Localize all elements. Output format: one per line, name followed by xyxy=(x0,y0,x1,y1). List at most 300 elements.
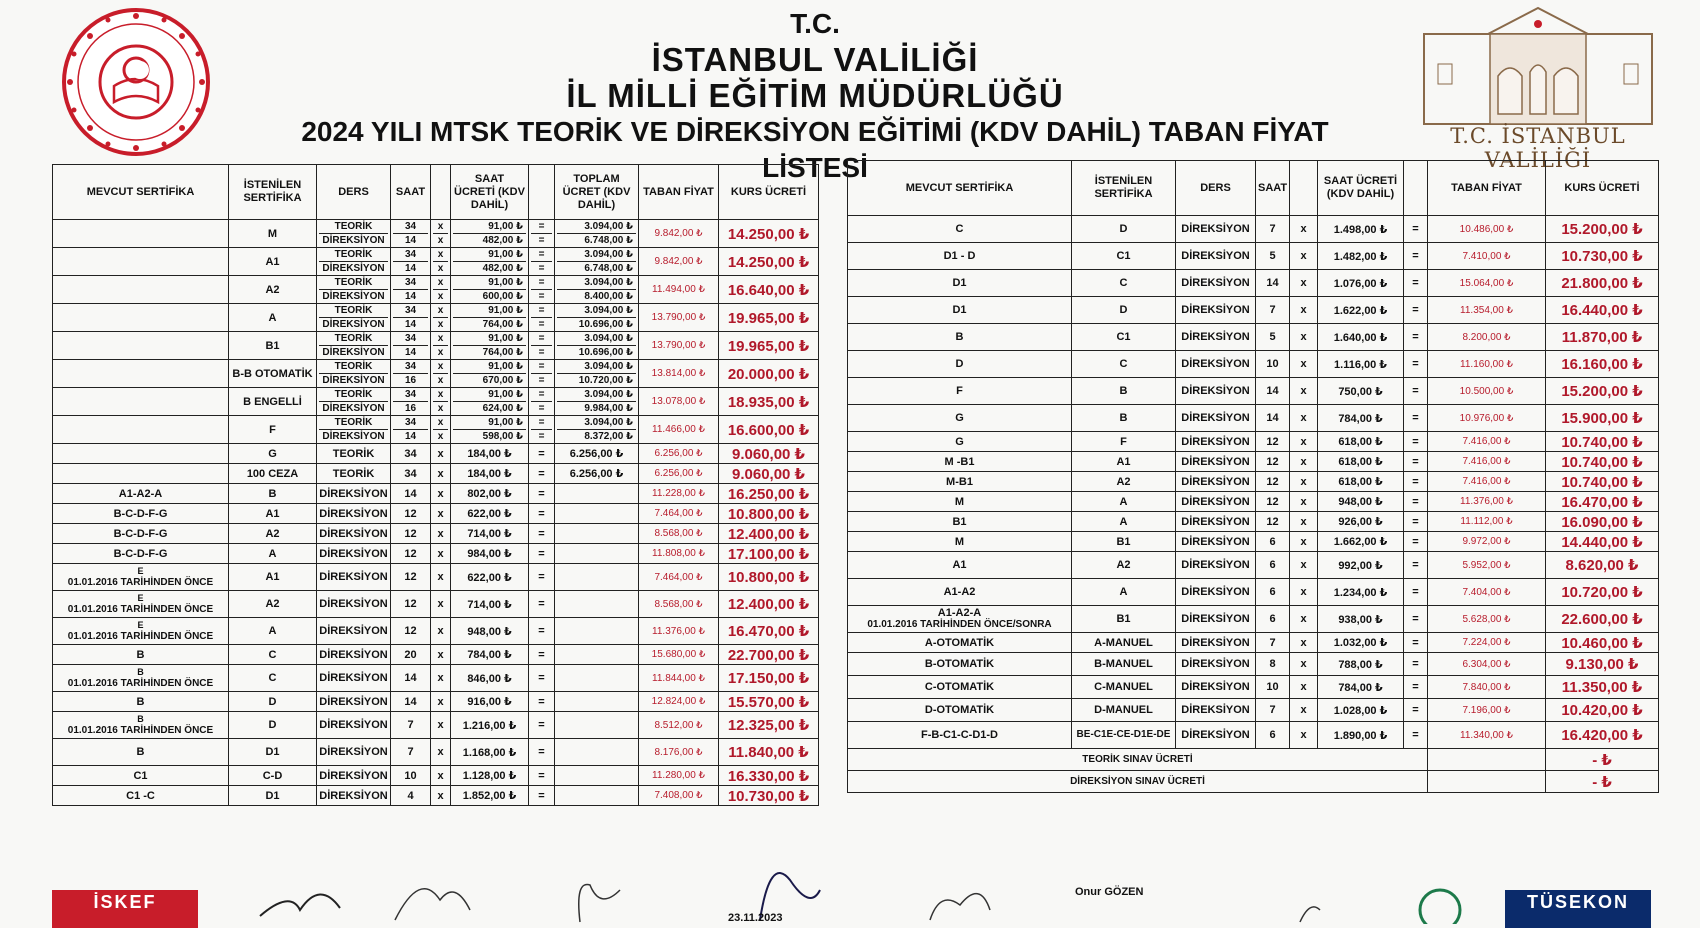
col-header: İSTENİLEN SERTİFİKA xyxy=(229,165,317,220)
saat-ucreti-cell-line: 91,00 ₺ xyxy=(453,304,526,318)
saat-cell: 7 xyxy=(391,739,431,766)
equals-cell: = xyxy=(1404,512,1428,532)
equals-cell: = xyxy=(1404,532,1428,552)
right-price-table xyxy=(847,160,1659,793)
istenilen-cell: C-MANUEL xyxy=(1072,676,1176,699)
kurs-ucreti-cell: 12.325,00 ₺ xyxy=(719,712,819,739)
ders-cell xyxy=(317,416,391,444)
table-row xyxy=(848,297,1659,324)
saat-cell xyxy=(391,416,431,444)
mevcut-cell xyxy=(848,297,1072,324)
times-cell: x xyxy=(431,504,451,524)
saat-ucreti-cell-line: 91,00 ₺ xyxy=(453,360,526,374)
saat-ucreti-cell: 992,00 ₺ xyxy=(1318,552,1404,579)
equals-cell: = xyxy=(1404,324,1428,351)
times-cell: x xyxy=(1290,606,1318,633)
table-row xyxy=(848,552,1659,579)
istenilen-cell: G xyxy=(229,444,317,464)
saat-ucreti-cell-line: 624,00 ₺ xyxy=(482,403,523,414)
signature-date: 23.11.2023 xyxy=(728,912,783,924)
ders-cell: DİREKSİYON xyxy=(317,591,391,618)
ders-cell xyxy=(317,388,391,416)
saat-cell: 14 xyxy=(1256,270,1290,297)
mevcut-cell xyxy=(53,248,229,276)
equals-cell-line: = xyxy=(531,332,552,346)
equals-cell xyxy=(529,304,555,332)
times-cell-line: x xyxy=(437,375,444,386)
kurs-ucreti-cell: 9.130,00 ₺ xyxy=(1546,653,1659,676)
kurs-ucreti-cell: 12.400,00 ₺ xyxy=(719,591,819,618)
equals-cell: = xyxy=(1404,452,1428,472)
mevcut-cell xyxy=(53,645,229,665)
istenilen-cell: D1 xyxy=(229,786,317,806)
times-cell xyxy=(431,360,451,388)
mevcut-cell xyxy=(848,432,1072,452)
saat-ucreti-cell: 788,00 ₺ xyxy=(1318,653,1404,676)
kurs-ucreti-cell: 15.900,00 ₺ xyxy=(1546,405,1659,432)
equals-cell-line: = xyxy=(538,263,545,274)
table-row xyxy=(53,444,819,464)
saat-ucreti-cell xyxy=(451,332,529,360)
istenilen-cell: A2 xyxy=(229,591,317,618)
kurs-ucreti-cell: 19.965,00 ₺ xyxy=(719,304,819,332)
equals-cell: = xyxy=(529,692,555,712)
mevcut-cell xyxy=(53,739,229,766)
equals-cell-line: = xyxy=(531,248,552,262)
saat-ucreti-cell-line: 670,00 ₺ xyxy=(482,375,523,386)
times-cell: x xyxy=(1290,297,1318,324)
times-cell: x xyxy=(431,564,451,591)
kurs-ucreti-cell: 9.060,00 ₺ xyxy=(719,444,819,464)
saat-ucreti-cell-line: 600,00 ₺ xyxy=(482,291,523,302)
kurs-ucreti-cell: 16.160,00 ₺ xyxy=(1546,351,1659,378)
saat-cell-line: 34 xyxy=(393,388,428,402)
istenilen-cell: D xyxy=(229,692,317,712)
kurs-ucreti-cell: 9.060,00 ₺ xyxy=(719,464,819,484)
mevcut-cell xyxy=(53,444,229,464)
saat-ucreti-cell xyxy=(451,416,529,444)
equals-cell: = xyxy=(1404,653,1428,676)
times-cell: x xyxy=(431,618,451,645)
mevcut-label: E xyxy=(137,620,144,630)
saat-cell: 12 xyxy=(1256,472,1290,492)
times-cell: x xyxy=(1290,512,1318,532)
saat-cell: 14 xyxy=(1256,378,1290,405)
saat-cell: 6 xyxy=(1256,532,1290,552)
mevcut-cell xyxy=(53,665,229,692)
equals-cell: = xyxy=(1404,606,1428,633)
ders-cell: DİREKSİYON xyxy=(1176,351,1256,378)
saat-cell-line: 34 xyxy=(393,416,428,430)
mevcut-cell xyxy=(53,360,229,388)
kurs-ucreti-cell: 16.470,00 ₺ xyxy=(719,618,819,645)
signature-area xyxy=(0,850,1700,924)
equals-cell-line: = xyxy=(531,220,552,234)
equals-cell: = xyxy=(1404,472,1428,492)
times-cell xyxy=(431,248,451,276)
ders-cell: DİREKSİYON xyxy=(1176,452,1256,472)
taban-fiyat-cell: 11.844,00 ₺ xyxy=(639,665,719,692)
mevcut-cell xyxy=(53,766,229,786)
times-cell: x xyxy=(1290,532,1318,552)
taban-fiyat-cell: 9.842,00 ₺ xyxy=(639,220,719,248)
kurs-ucreti-cell: 11.840,00 ₺ xyxy=(719,739,819,766)
table-row xyxy=(53,220,819,248)
kurs-ucreti-cell: 12.400,00 ₺ xyxy=(719,524,819,544)
equals-cell-line: = xyxy=(538,319,545,330)
times-cell: x xyxy=(431,692,451,712)
mevcut-label: B1 xyxy=(952,515,967,528)
taban-fiyat-cell: 11.112,00 ₺ xyxy=(1428,512,1546,532)
toplam-cell-line: 3.094,00 ₺ xyxy=(557,248,636,262)
table-row xyxy=(848,512,1659,532)
toplam-cell-line: 6.748,00 ₺ xyxy=(584,263,633,274)
ders-cell-line: DİREKSİYON xyxy=(322,375,385,386)
toplam-cell xyxy=(555,332,639,360)
kurs-ucreti-cell: 10.720,00 ₺ xyxy=(1546,579,1659,606)
times-cell-line: x xyxy=(433,304,448,318)
times-cell-line: x xyxy=(437,431,444,442)
equals-cell xyxy=(529,388,555,416)
saat-cell-line: 14 xyxy=(404,263,417,274)
mevcut-cell xyxy=(848,653,1072,676)
toplam-cell: 6.256,00 ₺ xyxy=(555,464,639,484)
taban-fiyat-cell: 13.078,00 ₺ xyxy=(639,388,719,416)
istenilen-cell: B-B OTOMATİK xyxy=(229,360,317,388)
exam-fee-row xyxy=(848,749,1659,771)
taban-fiyat-cell: 13.814,00 ₺ xyxy=(639,360,719,388)
times-cell: x xyxy=(1290,492,1318,512)
taban-fiyat-cell: 11.160,00 ₺ xyxy=(1428,351,1546,378)
istenilen-cell: M xyxy=(229,220,317,248)
times-cell xyxy=(431,332,451,360)
saat-ucreti-cell: 784,00 ₺ xyxy=(1318,676,1404,699)
ders-cell xyxy=(317,248,391,276)
toplam-cell xyxy=(555,739,639,766)
saat-ucreti-cell-line: 482,00 ₺ xyxy=(482,235,523,246)
ders-cell: DİREKSİYON xyxy=(1176,324,1256,351)
col-header: TOPLAM ÜCRET (KDV DAHİL) xyxy=(555,165,639,220)
toplam-cell-line: 3.094,00 ₺ xyxy=(557,416,636,430)
table-row xyxy=(53,360,819,388)
ders-cell-line: TEORİK xyxy=(319,304,388,318)
istenilen-cell: D xyxy=(229,712,317,739)
mevcut-cell xyxy=(53,416,229,444)
taban-fiyat-cell: 11.376,00 ₺ xyxy=(1428,492,1546,512)
mevcut-label: D1 - D xyxy=(943,250,976,262)
taban-fiyat-cell: 11.228,00 ₺ xyxy=(639,484,719,504)
istenilen-cell: A xyxy=(1072,512,1176,532)
saat-ucreti-cell: 750,00 ₺ xyxy=(1318,378,1404,405)
times-cell xyxy=(431,304,451,332)
istenilen-cell: C xyxy=(1072,351,1176,378)
mevcut-label: G xyxy=(955,435,964,448)
table-row xyxy=(53,388,819,416)
equals-cell: = xyxy=(1404,351,1428,378)
mevcut-cell xyxy=(848,492,1072,512)
saat-ucreti-cell-line: 764,00 ₺ xyxy=(482,319,523,330)
ders-cell: DİREKSİYON xyxy=(317,524,391,544)
saat-cell: 6 xyxy=(1256,579,1290,606)
toplam-cell-line: 10.696,00 ₺ xyxy=(578,347,633,358)
kurs-ucreti-cell: 16.440,00 ₺ xyxy=(1546,297,1659,324)
saat-cell: 5 xyxy=(1256,324,1290,351)
table-row xyxy=(848,579,1659,606)
exam-fee-label: TEORİK SINAV ÜCRETİ xyxy=(848,749,1428,771)
mevcut-cell xyxy=(848,532,1072,552)
document-header xyxy=(0,0,1700,183)
istenilen-cell: B xyxy=(1072,378,1176,405)
times-cell: x xyxy=(431,464,451,484)
ders-cell-line: DİREKSİYON xyxy=(322,291,385,302)
ders-cell: DİREKSİYON xyxy=(1176,579,1256,606)
mevcut-cell xyxy=(848,324,1072,351)
toplam-cell-line: 10.720,00 ₺ xyxy=(578,375,633,386)
equals-cell: = xyxy=(529,712,555,739)
istenilen-cell: F xyxy=(229,416,317,444)
toplam-cell xyxy=(555,618,639,645)
mevcut-label: B xyxy=(136,695,145,708)
equals-cell-line: = xyxy=(538,347,545,358)
saat-cell-line: 14 xyxy=(404,319,417,330)
saat-ucreti-cell-line: 482,00 ₺ xyxy=(482,263,523,274)
table-row xyxy=(848,492,1659,512)
kurs-ucreti-cell: 10.730,00 ₺ xyxy=(719,786,819,806)
toplam-cell xyxy=(555,416,639,444)
saat-cell: 7 xyxy=(1256,297,1290,324)
equals-cell: = xyxy=(1404,722,1428,749)
istenilen-cell: A1 xyxy=(229,248,317,276)
mevcut-note: 01.01.2016 TARİHİNDEN ÖNCE xyxy=(67,631,214,642)
mevcut-label: C-OTOMATİK xyxy=(924,681,995,693)
times-cell: x xyxy=(431,484,451,504)
taban-fiyat-cell: 10.500,00 ₺ xyxy=(1428,378,1546,405)
times-cell: x xyxy=(1290,722,1318,749)
ders-cell-line: DİREKSİYON xyxy=(322,403,385,414)
saat-cell: 5 xyxy=(1256,243,1290,270)
mevcut-label: F xyxy=(956,385,963,397)
ders-cell: DİREKSİYON xyxy=(1176,676,1256,699)
table-row xyxy=(848,270,1659,297)
taban-fiyat-cell: 11.340,00 ₺ xyxy=(1428,722,1546,749)
ders-cell: DİREKSİYON xyxy=(317,692,391,712)
toplam-cell-line: 8.372,00 ₺ xyxy=(584,431,633,442)
toplam-cell xyxy=(555,564,639,591)
taban-fiyat-cell: 13.790,00 ₺ xyxy=(639,332,719,360)
times-cell xyxy=(431,276,451,304)
col-header: İSTENİLEN SERTİFİKA xyxy=(1072,161,1176,216)
saat-cell: 7 xyxy=(391,712,431,739)
mevcut-cell xyxy=(53,464,229,484)
times-cell-line: x xyxy=(433,332,448,346)
times-cell: x xyxy=(431,766,451,786)
ders-cell xyxy=(317,332,391,360)
times-cell: x xyxy=(1290,378,1318,405)
right-table-header-row xyxy=(848,161,1659,216)
taban-fiyat-cell: 7.416,00 ₺ xyxy=(1428,452,1546,472)
saat-cell: 12 xyxy=(391,564,431,591)
equals-cell: = xyxy=(1404,216,1428,243)
kurs-ucreti-cell: 20.000,00 ₺ xyxy=(719,360,819,388)
mevcut-label: C1 xyxy=(133,769,148,782)
ders-cell-line: TEORİK xyxy=(319,360,388,374)
mevcut-label: A1-A2-A xyxy=(937,607,982,619)
col-header: KURS ÜCRETİ xyxy=(1546,161,1659,216)
left-table-header-row xyxy=(53,165,819,220)
times-cell: x xyxy=(431,739,451,766)
col-header: KURS ÜCRETİ xyxy=(719,165,819,220)
mevcut-cell xyxy=(53,712,229,739)
saat-cell: 12 xyxy=(391,618,431,645)
ders-cell-line: DİREKSİYON xyxy=(322,263,385,274)
kurs-ucreti-cell: 11.870,00 ₺ xyxy=(1546,324,1659,351)
saat-cell xyxy=(391,360,431,388)
toplam-cell xyxy=(555,712,639,739)
mevcut-cell xyxy=(53,692,229,712)
mevcut-label: G xyxy=(955,412,964,424)
mevcut-cell xyxy=(848,699,1072,722)
equals-cell: = xyxy=(1404,492,1428,512)
times-cell: x xyxy=(1290,351,1318,378)
times-cell: x xyxy=(1290,699,1318,722)
equals-cell: = xyxy=(1404,405,1428,432)
saat-ucreti-cell xyxy=(451,360,529,388)
ders-cell: TEORİK xyxy=(317,464,391,484)
equals-cell: = xyxy=(1404,579,1428,606)
times-cell-line: x xyxy=(437,403,444,414)
mevcut-label: D xyxy=(955,358,964,370)
taban-fiyat-cell: 5.952,00 ₺ xyxy=(1428,552,1546,579)
istenilen-cell: 100 CEZA xyxy=(229,464,317,484)
saat-ucreti-cell: 802,00 ₺ xyxy=(451,484,529,504)
kurs-ucreti-cell: 14.440,00 ₺ xyxy=(1546,532,1659,552)
saat-cell: 6 xyxy=(1256,606,1290,633)
kurs-ucreti-cell: 18.935,00 ₺ xyxy=(719,388,819,416)
equals-cell-line: = xyxy=(531,388,552,402)
taban-fiyat-cell: 11.494,00 ₺ xyxy=(639,276,719,304)
ders-cell xyxy=(317,276,391,304)
iskef-logo: İSKEF xyxy=(52,890,198,928)
toplam-cell-line: 3.094,00 ₺ xyxy=(557,388,636,402)
taban-fiyat-cell: 5.628,00 ₺ xyxy=(1428,606,1546,633)
kurs-ucreti-cell: 11.350,00 ₺ xyxy=(1546,676,1659,699)
mevcut-label: M -B1 xyxy=(944,455,975,468)
istenilen-cell: B1 xyxy=(229,332,317,360)
col-header: MEVCUT SERTİFİKA xyxy=(53,165,229,220)
saat-ucreti-cell: 1.662,00 ₺ xyxy=(1318,532,1404,552)
saat-cell: 10 xyxy=(1256,351,1290,378)
saat-ucreti-cell xyxy=(451,388,529,416)
ders-cell: DİREKSİYON xyxy=(317,484,391,504)
mevcut-label: B-OTOMATİK xyxy=(924,658,995,670)
ders-cell-line: TEORİK xyxy=(319,416,388,430)
saat-cell: 34 xyxy=(391,444,431,464)
equals-cell-line: = xyxy=(531,416,552,430)
times-cell-line: x xyxy=(433,388,448,402)
equals-cell: = xyxy=(529,618,555,645)
equals-cell: = xyxy=(529,591,555,618)
times-cell: x xyxy=(431,786,451,806)
saat-cell: 6 xyxy=(1256,552,1290,579)
equals-cell: = xyxy=(529,786,555,806)
ders-cell-line: TEORİK xyxy=(319,220,388,234)
times-cell xyxy=(431,220,451,248)
ders-cell: DİREKSİYON xyxy=(1176,297,1256,324)
empty-cell xyxy=(1428,771,1546,793)
ders-cell xyxy=(317,304,391,332)
table-row xyxy=(848,633,1659,653)
mevcut-cell xyxy=(848,472,1072,492)
saat-cell: 14 xyxy=(1256,405,1290,432)
ders-cell: DİREKSİYON xyxy=(1176,722,1256,749)
mevcut-label: D1 xyxy=(952,304,967,316)
istenilen-cell: A xyxy=(229,544,317,564)
ders-cell: DİREKSİYON xyxy=(1176,532,1256,552)
table-row xyxy=(53,332,819,360)
istenilen-cell: D1 xyxy=(229,739,317,766)
saat-cell: 4 xyxy=(391,786,431,806)
table-row xyxy=(848,722,1659,749)
equals-cell: = xyxy=(529,524,555,544)
table-row xyxy=(848,432,1659,452)
table-row xyxy=(53,276,819,304)
table-row xyxy=(53,504,819,524)
ders-cell: DİREKSİYON xyxy=(1176,699,1256,722)
times-cell: x xyxy=(1290,472,1318,492)
signatures-graphic xyxy=(0,850,1700,924)
times-cell xyxy=(431,416,451,444)
mevcut-cell xyxy=(53,544,229,564)
saat-ucreti-cell: 1.076,00 ₺ xyxy=(1318,270,1404,297)
saat-ucreti-cell-line: 91,00 ₺ xyxy=(453,248,526,262)
table-row xyxy=(53,524,819,544)
table-row xyxy=(53,464,819,484)
times-cell-line: x xyxy=(433,360,448,374)
equals-cell: = xyxy=(529,464,555,484)
istenilen-cell: A xyxy=(1072,492,1176,512)
kurs-ucreti-cell: 16.600,00 ₺ xyxy=(719,416,819,444)
istenilen-cell: A-MANUEL xyxy=(1072,633,1176,653)
taban-fiyat-cell: 11.466,00 ₺ xyxy=(639,416,719,444)
toplam-cell xyxy=(555,504,639,524)
saat-cell: 14 xyxy=(391,484,431,504)
kurs-ucreti-cell: 10.740,00 ₺ xyxy=(1546,452,1659,472)
mevcut-label: A1-A2-A xyxy=(118,487,163,500)
equals-cell: = xyxy=(529,766,555,786)
taban-fiyat-cell: 15.064,00 ₺ xyxy=(1428,270,1546,297)
istenilen-cell: B xyxy=(229,484,317,504)
saat-cell: 12 xyxy=(391,591,431,618)
equals-cell: = xyxy=(1404,270,1428,297)
taban-fiyat-cell: 7.224,00 ₺ xyxy=(1428,633,1546,653)
toplam-cell xyxy=(555,276,639,304)
saat-cell-line: 14 xyxy=(404,291,417,302)
exam-fee-row xyxy=(848,771,1659,793)
mevcut-label: D1 xyxy=(952,277,967,289)
taban-fiyat-cell: 11.376,00 ₺ xyxy=(639,618,719,645)
saat-ucreti-cell: 1.168,00 ₺ xyxy=(451,739,529,766)
istenilen-cell: B ENGELLİ xyxy=(229,388,317,416)
times-cell: x xyxy=(1290,405,1318,432)
mevcut-label: B-C-D-F-G xyxy=(113,527,168,540)
col-header: SAAT ÜCRETİ (KDV DAHİL) xyxy=(451,165,529,220)
empty-cell xyxy=(1428,749,1546,771)
mevcut-label: D-OTOMATİK xyxy=(924,704,995,716)
saat-cell-line: 14 xyxy=(404,431,417,442)
saat-cell: 6 xyxy=(1256,722,1290,749)
mevcut-cell xyxy=(53,304,229,332)
mevcut-cell xyxy=(848,512,1072,532)
